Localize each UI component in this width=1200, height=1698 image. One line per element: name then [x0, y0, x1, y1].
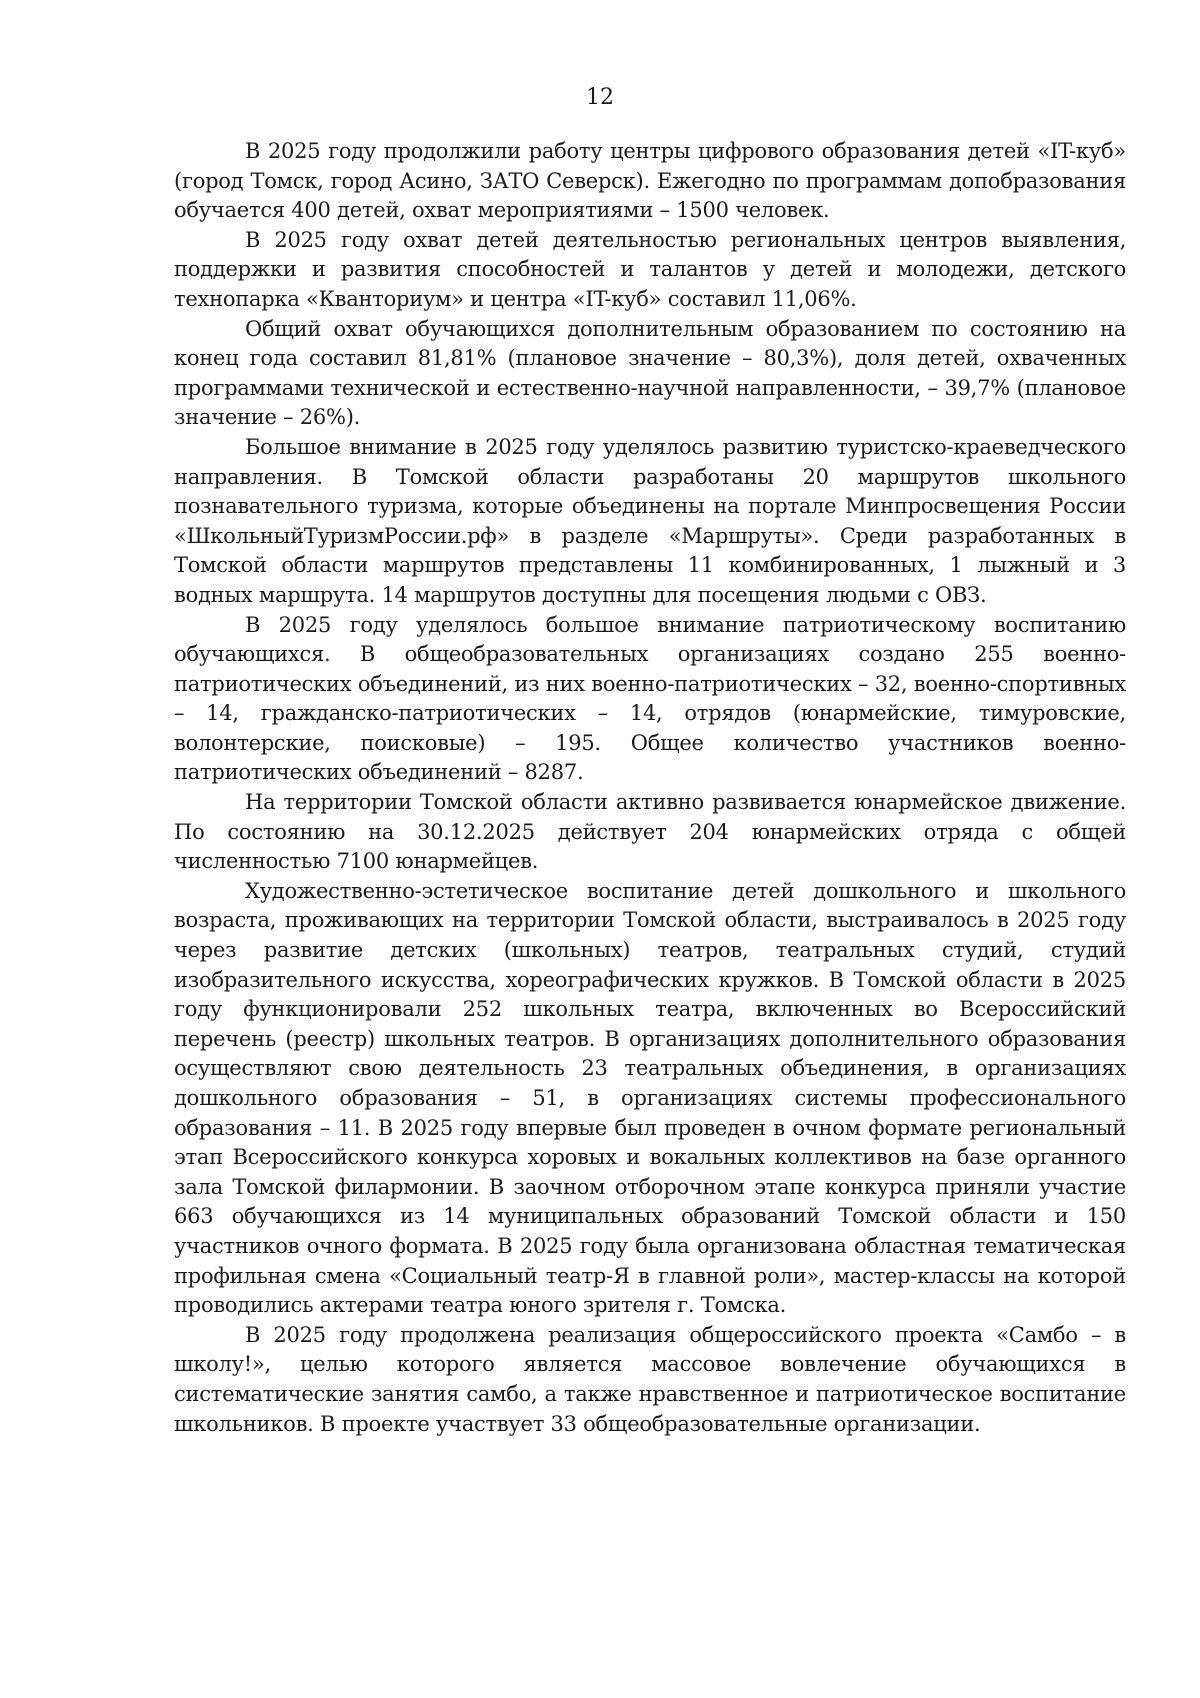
- document-body: [174, 137, 1126, 1439]
- paragraph-yunarmiya: На территории Томской области активно развивается юнармейское движение. По состоянию на 30.12.2025 действует 204 юнармейских отряда с общей численностью 7100 юнармейцев.: [174, 790, 1126, 874]
- paragraph-patriotic: В 2025 году уделялось большое внимание патриотическому воспитанию обучающихся. В общеобразовательных организациях создано 255 военно-патриотических объединений, из них военно-патриотических – 32, военно-спортивных – 14, гражданско-патриотических – 14, отрядов (юнармейские, тимуровские, волонтерские, поисковые) – 195. Общее количество участников военно-патриотических объединений – 8287.: [174, 612, 1126, 785]
- paragraph-coverage: Общий охват обучающихся дополнительным образованием по состоянию на конец года составил 81,81% (плановое значение – 80,3%), доля детей, охваченных программами технической и естественно-научной направленности, – 39,7% (плановое значение – 26%).: [174, 316, 1126, 430]
- paragraph-tourism: Большое внимание в 2025 году уделялось развитию туристско-краеведческого направления. В Томской области разработаны 20 маршрутов школьного познавательного туризма, которые объединены на портале Минпросвещения России «ШкольныйТуризмРоссии.рф» в разделе «Маршруты». Среди разработанных в Томской области маршрутов представлены 11 комбинированных, 1 лыжный и 3 водных маршрута. 14 маршрутов доступны для посещения людьми с ОВЗ.: [174, 434, 1126, 607]
- paragraph-it-cube: В 2025 году продолжили работу центры цифрового образования детей «IT-куб» (город Томск, город Асино, ЗАТО Северск). Ежегодно по программам допобразования обучается 400 детей, охват мероприятиями – 1500 человек.: [174, 139, 1126, 223]
- paragraph-sambo: В 2025 году продолжена реализация общероссийского проекта «Самбо – в школу!», целью которого является массовое вовлечение обучающихся в систематические занятия самбо, а также нравственное и патриотическое воспитание школьников. В проекте участвует 33 общеобразовательные организации.: [174, 1322, 1126, 1436]
- page-number: 12: [586, 85, 614, 110]
- paragraph-talent-centers: В 2025 году охват детей деятельностью региональных центров выявления, поддержки и развития способностей и талантов у детей и молодежи, детского технопарка «Кванториум» и центра «IT-куб» составил 11,06%.: [174, 227, 1126, 311]
- paragraph-arts: Художественно-эстетическое воспитание детей дошкольного и школьного возраста, проживающих на территории Томской области, выстраивалось в 2025 году через развитие детских (школьных) театров, театральных студий, студий изобразительного искусства, хореографических кружков. В Томской области в 2025 году функционировали 252 школьных театра, включенных во Всероссийский перечень (реестр) школьных театров. В организациях дополнительного образования осуществляют свою деятельность 23 театральных объединения, в организациях дошкольного образования – 51, в организациях системы профессионального образования – 11. В 2025 году впервые был проведен в очном формате региональный этап Всероссийского конкурса хоровых и вокальных коллективов на базе органного зала Томской филармонии. В заочном отборочном этапе конкурса приняли участие 663 обучающихся из 14 муниципальных образований Томской области и 150 участников очного формата. В 2025 году была организована областная тематическая профильная смена «Социальный театр-Я в главной роли», мастер-классы на которой проводились актерами театра юного зрителя г. Томска.: [174, 878, 1126, 1318]
